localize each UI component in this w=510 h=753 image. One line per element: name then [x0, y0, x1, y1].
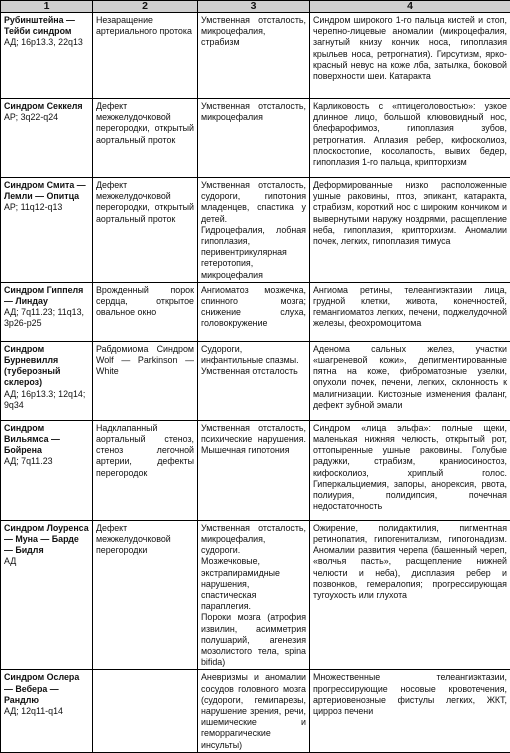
neuro-cell [198, 282, 310, 341]
syndrome-cell [1, 341, 93, 420]
neuro-text: Умственная отсталость, микроцефалия, страбизм [201, 15, 306, 49]
cardiac-cell [93, 99, 198, 178]
cardiac-cell [93, 282, 198, 341]
syndrome-cell [1, 178, 93, 283]
cardiac-text: Незаращение артериального протока [96, 15, 194, 37]
neuro-cell [198, 670, 310, 752]
cardiac-cell [93, 670, 198, 752]
neuro-text: Мозжечковые, экстрапирамидные нарушения, спастическая параплегия. [201, 556, 306, 612]
neuro-cell [198, 178, 310, 283]
syndrome-inheritance: АД; 16р13.3; 12q14; 9q34 [4, 389, 89, 411]
column-header-3: 3 [198, 1, 310, 13]
neuro-text: Умственная отсталость [201, 366, 306, 377]
neuro-text: Ангиоматоз мозжечка, спинного мозга; снижение слуха, головокружение [201, 285, 306, 330]
neuro-text: Гидроцефалия, лобная гипоплазия, перивентрикулярная гетеротопия, микроцефалия [201, 225, 306, 281]
syndrome-inheritance: АД; 7q11.23 [4, 456, 89, 467]
cardiac-text: Рабдомиома Синдром Wolf — Parkinson — White [96, 344, 194, 378]
syndrome-inheritance: АД; 7q11.23; 11q13, 3р26-р25 [4, 307, 89, 329]
syndrome-name: Синдром Лоуренса — Муна — Барде — Бидля [4, 523, 89, 557]
syndrome-inheritance: АД [4, 556, 89, 567]
other-signs-cell [310, 670, 510, 752]
other-signs-text: Синдром широкого 1-го пальца кистей и стоп, черепно-лицевые аномалии (микроцефалия, загнутый книзу кончик носа, гипоплазия крыльев носа, ретрогнатия). Гирсутизм, ярко-красный невус на коже лба, затылка, боковой поверхности шеи. Катаракта [313, 15, 507, 82]
syndrome-name: Синдром Смита — Лемли — Опитца [4, 180, 89, 202]
syndrome-cell [1, 520, 93, 670]
syndrome-name: Синдром Гиппеля — Линдау [4, 285, 89, 307]
other-signs-text: Ангиома ретины, телеангиэктазии лица, грудной клетки, живота, конечностей, гемангиоматоз легких, печени, поджелудочной железы, феохромоцитома [313, 285, 507, 330]
other-signs-text: Аденома сальных желез, участки «шагреневой кожи», депигментированные пятна на коже, фиброматозные узелки, опухоли почек, печени, легких, склонность к малигнизации. Кистозные изменения фаланг, дефект зубной эмали [313, 344, 507, 411]
other-signs-cell [310, 420, 510, 520]
neuro-text: Умственная отсталость, микроцефалия [201, 101, 306, 123]
neuro-text: Аневризмы и аномалии сосудов головного мозга (судороги, гемипарезы, нарушение зрения, речи, ишемические и геморрагические инсульты) [201, 672, 306, 750]
cardiac-text: Дефект межжелудочковой перегородки, открытый аортальный проток [96, 101, 194, 146]
column-header-4: 4 [310, 1, 510, 13]
neuro-cell [198, 341, 310, 420]
syndrome-inheritance: АД; 12q11-q14 [4, 706, 89, 717]
other-signs-text: Ожирение, полидактилия, пигментная ретинопатия, гипогенитализм, гипогонадизм. Аномалии развития черепа (башенный череп, «волчья пасть», расщепление нижней челюсти и неба), дисплазия ребер и позвонков, гемералопия; прогрессирующая тугоухость или глухота [313, 523, 507, 601]
table-row [1, 282, 510, 341]
other-signs-cell [310, 178, 510, 283]
syndrome-cell [1, 13, 93, 99]
neuro-cell [198, 520, 310, 670]
syndrome-name: Синдром Секкеля [4, 101, 89, 112]
syndrome-name: Синдром Бурневилля (туберозный склероз) [4, 344, 89, 389]
syndrome-cell [1, 670, 93, 752]
cardiac-cell [93, 13, 198, 99]
syndrome-name: Синдром Вильямса — Бойрена [4, 423, 89, 457]
table-row [1, 670, 510, 752]
neuro-cell [198, 99, 310, 178]
cardiac-text: Надклапанный аортальный стеноз, стеноз легочной артерии, дефекты перегородок [96, 423, 194, 479]
column-header-2: 2 [93, 1, 198, 13]
other-signs-text: Деформированные низко расположенные ушные раковины, птоз, эпикант, катаракта, страбизм, короткий нос с широким кончиком и вывернутыми наружу ноздрями, расщепление неба, гипоплазия, крипторхизм. Аномалии почек, легких, гипоплазия тимуса [313, 180, 507, 247]
neuro-cell [198, 420, 310, 520]
syndrome-cell [1, 99, 93, 178]
table-header-row [1, 1, 510, 13]
neuro-text: Умственная отсталость, судороги, гипотония младенцев, спастика у детей. [201, 180, 306, 225]
cardiac-text: Дефект межжелудочковой перегородки [96, 523, 194, 557]
other-signs-cell [310, 282, 510, 341]
table-row [1, 13, 510, 99]
neuro-text: Пороки мозга (атрофия извилин, асимметрия полушарий, агенезия мозолистого тела, spina bifida) [201, 612, 306, 668]
syndrome-inheritance: АД; 16р13.3, 22q13 [4, 37, 89, 48]
syndrome-name: Рубинштейна — Тейби синдром [4, 15, 89, 37]
column-header-1: 1 [1, 1, 93, 13]
syndrome-cell [1, 282, 93, 341]
table-row [1, 520, 510, 670]
neuro-text: Судороги, инфантильные спазмы. [201, 344, 306, 366]
cardiac-text: Дефект межжелудочковой перегородки, открытый аортальный проток [96, 180, 194, 225]
cardiac-cell [93, 520, 198, 670]
syndrome-name: Синдром Ослера — Вебера — Рандлю [4, 672, 89, 706]
other-signs-text: Синдром «лица эльфа»: полные щеки, маленькая нижняя челюсть, открытый рот, оттопыренные ушные раковины. Голубые радужки, страбизм, краниосиностоз, кифосколиоз, хриплый голос. Гиперкальциемия, запоры, анорексия, рвота, полиурия, полидипсия, почечная недостаточность [313, 423, 507, 513]
neuro-text: Умственная отсталость, психические нарушения. Мышечная гипотония [201, 423, 306, 457]
neuro-cell [198, 13, 310, 99]
table-row [1, 178, 510, 283]
neuro-text: Умственная отсталость, микроцефалия, судороги. [201, 523, 306, 557]
syndrome-cell [1, 420, 93, 520]
table-row [1, 420, 510, 520]
syndrome-inheritance: АР; 3q22-q24 [4, 112, 89, 123]
cardiac-text: Врожденный порок сердца, открытое овальное окно [96, 285, 194, 319]
other-signs-cell [310, 341, 510, 420]
cardiac-cell [93, 178, 198, 283]
other-signs-cell [310, 520, 510, 670]
table-row [1, 99, 510, 178]
other-signs-cell [310, 13, 510, 99]
cardiac-cell [93, 420, 198, 520]
other-signs-text: Карликовость с «птицеголовостью»: узкое длинное лицо, большой клювовидный нос, блефарофимоз, гипоплазия зубов, ретрогнатия. Аплазия ребер, кифосколиоз, плоскостопие, косолапость, вывих бедер, гипоплазия 1-го пальца, крипторхизм [313, 101, 507, 168]
other-signs-cell [310, 99, 510, 178]
table-row [1, 341, 510, 420]
cardiac-cell [93, 341, 198, 420]
other-signs-text: Множественные телеангиэктазии, прогрессирующие носовые кровотечения, артериовенозные фистулы легких, ЖКТ, цирроз печени [313, 672, 507, 717]
syndrome-inheritance: АР; 11q12-q13 [4, 202, 89, 213]
